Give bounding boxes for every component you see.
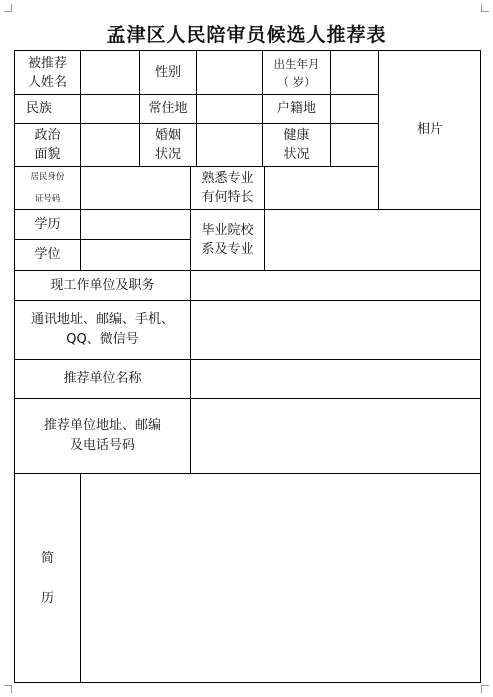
ethnicity-label: 民族 [26,101,53,116]
school-major-field[interactable] [265,210,481,270]
resume-label: 简 历 [40,550,54,606]
page-corner-mark-top-left [4,4,12,12]
form-title: 孟津区人民陪审员候选人推荐表 [106,24,387,46]
contact-info-label: 通讯地址、邮编、手机、 QQ、微信号 [30,312,174,347]
recommending-unit-label: 推荐单位名称 [63,371,142,386]
expertise-field[interactable] [265,167,378,209]
nominee-name-label: 被推荐 人姓名 [27,55,67,90]
resume-field[interactable] [81,474,481,683]
political-status-label: 政治 面貌 [34,128,61,162]
contact-info-field[interactable] [191,301,481,359]
marital-status-field[interactable] [197,124,262,166]
household-registration-field[interactable] [331,95,378,123]
education-label: 学历 [34,216,61,232]
current-unit-field[interactable] [191,271,481,300]
degree-field[interactable] [81,240,190,270]
recommending-unit-address-field[interactable] [191,399,481,473]
id-card-number-label: 居民身份 证号码 [30,172,65,204]
nominee-name-field[interactable] [81,51,139,94]
household-registration-label: 户籍地 [276,101,316,116]
ethnicity-field[interactable] [81,95,139,123]
health-status-label: 健康 状况 [283,128,310,162]
photo-box: 相片 [416,122,443,137]
birth-date-field[interactable] [331,51,378,94]
current-unit-label: 现工作单位及职务 [50,277,155,293]
political-status-field[interactable] [81,124,139,166]
education-field[interactable] [81,210,190,239]
birth-date-label: 出生年月 （ 岁） [273,56,320,89]
recommending-unit-field[interactable] [191,360,481,398]
expertise-label: 熟悉专业 有何特长 [201,171,254,205]
residence-field[interactable] [197,95,262,123]
page-corner-mark-bottom-right [481,685,489,693]
page-corner-mark-bottom-left [4,685,12,693]
recommending-unit-address-label: 推荐单位地址、邮编 及电话号码 [43,418,161,453]
id-card-number-field[interactable] [81,167,190,209]
page-corner-mark-top-right [481,4,489,12]
marital-status-label: 婚姻 状况 [154,128,181,162]
degree-label: 学位 [34,247,61,262]
residence-label: 常住地 [148,101,188,116]
gender-label: 性别 [154,64,181,80]
health-status-field[interactable] [331,124,378,166]
school-major-label: 毕业院校 系及专业 [201,223,254,257]
gender-field[interactable] [197,51,262,94]
